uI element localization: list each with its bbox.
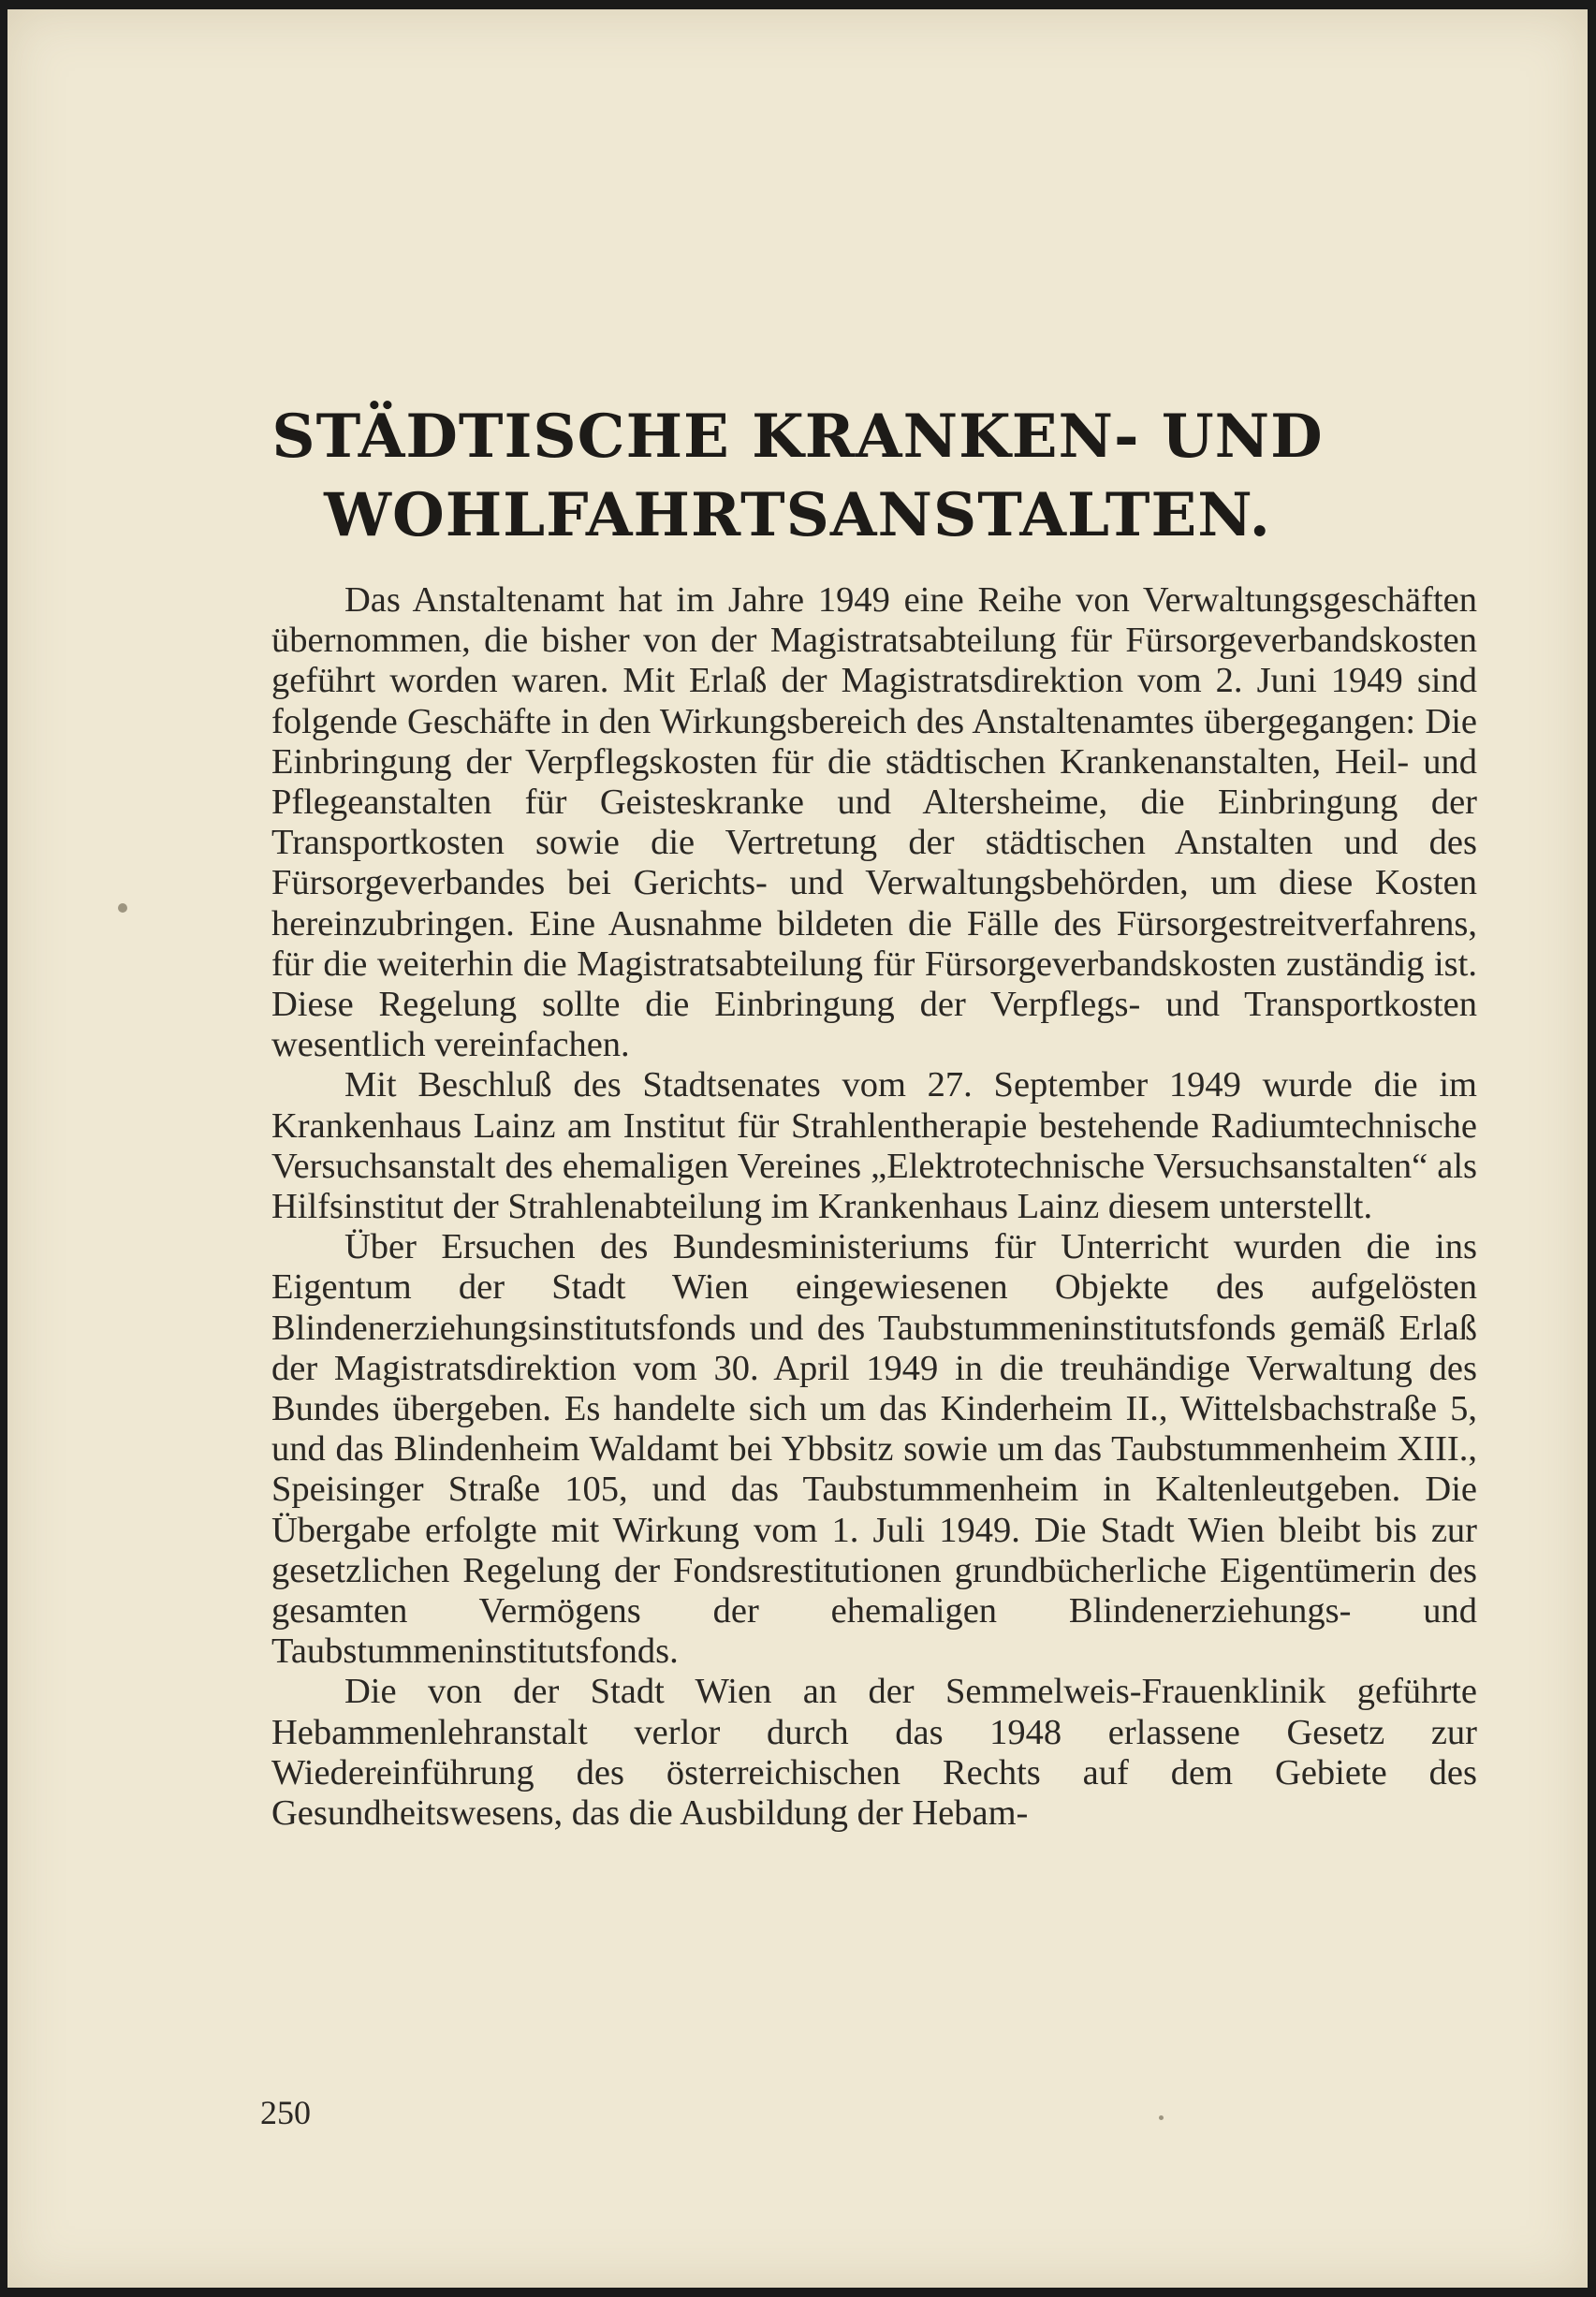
paragraph-radiumtechnische-versuchsanstalt: Mit Beschluß des Stadtsenates vom 27. September 1949 wurde die im Krankenhaus Lainz am Institut für Strahlentherapie bestehende Radiumtechnische Versuchsanstalt des ehemaligen Vereines „Elektrotechnische Versuchsanstalten“ als Hilfsinstitut der Strahlenabteilung im Krankenhaus Lainz diesem unterstellt.	[271, 1065, 1477, 1227]
page-title	[7, 398, 1588, 555]
paragraph-institutsfonds: Über Ersuchen des Bundesministeriums für Unterricht wurden die ins Eigentum der Stadt Wien eingewiesenen Objekte des aufgelösten Blindenerziehungsinstitutsfonds und des Taubstummeninstitutsfonds gemäß Erlaß der Magistratsdirektion vom 30. April 1949 in die treuhändige Verwaltung des Bundes übergeben. Es handelte sich um das Kinderheim II., Wittelsbachstraße 5, und das Blindenheim Waldamt bei Ybbsitz sowie um das Taubstummenheim XIII., Speisinger Straße 105, und das Taubstummenheim in Kaltenleutgeben. Die Übergabe erfolgte mit Wirkung vom 1. Juli 1949. Die Stadt Wien bleibt bis zur gesetzlichen Regelung der Fondsrestitutionen grundbücherliche Eigentümerin des gesamten Vermögens der ehemaligen Blindenerziehungs- und Taubstummeninstitutsfonds.	[271, 1227, 1477, 1672]
paragraph-hebammenlehranstalt: Die von der Stadt Wien an der Semmelweis-Frauenklinik geführte Hebammenlehranstalt verlor durch das 1948 erlassene Gesetz zur Wiedereinführung des österreichischen Rechts auf dem Gebiete des Gesundheitswesens, das die Ausbildung der Hebam-	[271, 1672, 1477, 1834]
page-number: 250	[260, 2094, 311, 2131]
paper-speck	[118, 903, 127, 913]
paragraph-anstaltenamt: Das Anstaltenamt hat im Jahre 1949 eine Reihe von Verwaltungsgeschäften übernommen, die bisher von der Magistratsabteilung für Fürsorgeverbandskosten geführt worden waren. Mit Erlaß der Magistratsdirektion vom 2. Juni 1949 sind folgende Geschäfte in den Wirkungsbereich des Anstaltenamtes übergegangen: Die Einbringung der Verpflegskosten für die städtischen Krankenanstalten, Heil- und Pflegeanstalten für Geisteskranke und Altersheime, die Einbringung der Transportkosten sowie die Vertretung der städtischen Anstalten und des Fürsorgeverbandes bei Gerichts- und Verwaltungsbehörden, um diese Kosten hereinzubringen. Eine Ausnahme bildeten die Fälle des Fürsorgestreitverfahrens, für die weiterhin die Magistratsabteilung für Fürsorgeverbandskosten zuständig ist. Diese Regelung sollte die Einbringung der Verpflegs- und Transportkosten wesentlich vereinfachen.	[271, 580, 1477, 1065]
paper-speck	[1159, 2115, 1164, 2120]
body-text	[271, 580, 1477, 1834]
scanned-page	[7, 9, 1588, 2288]
title-line-2: WOHLFAHRTSANSTALTEN.	[324, 480, 1271, 550]
title-line-1: STÄDTISCHE KRANKEN- UND	[271, 402, 1324, 472]
